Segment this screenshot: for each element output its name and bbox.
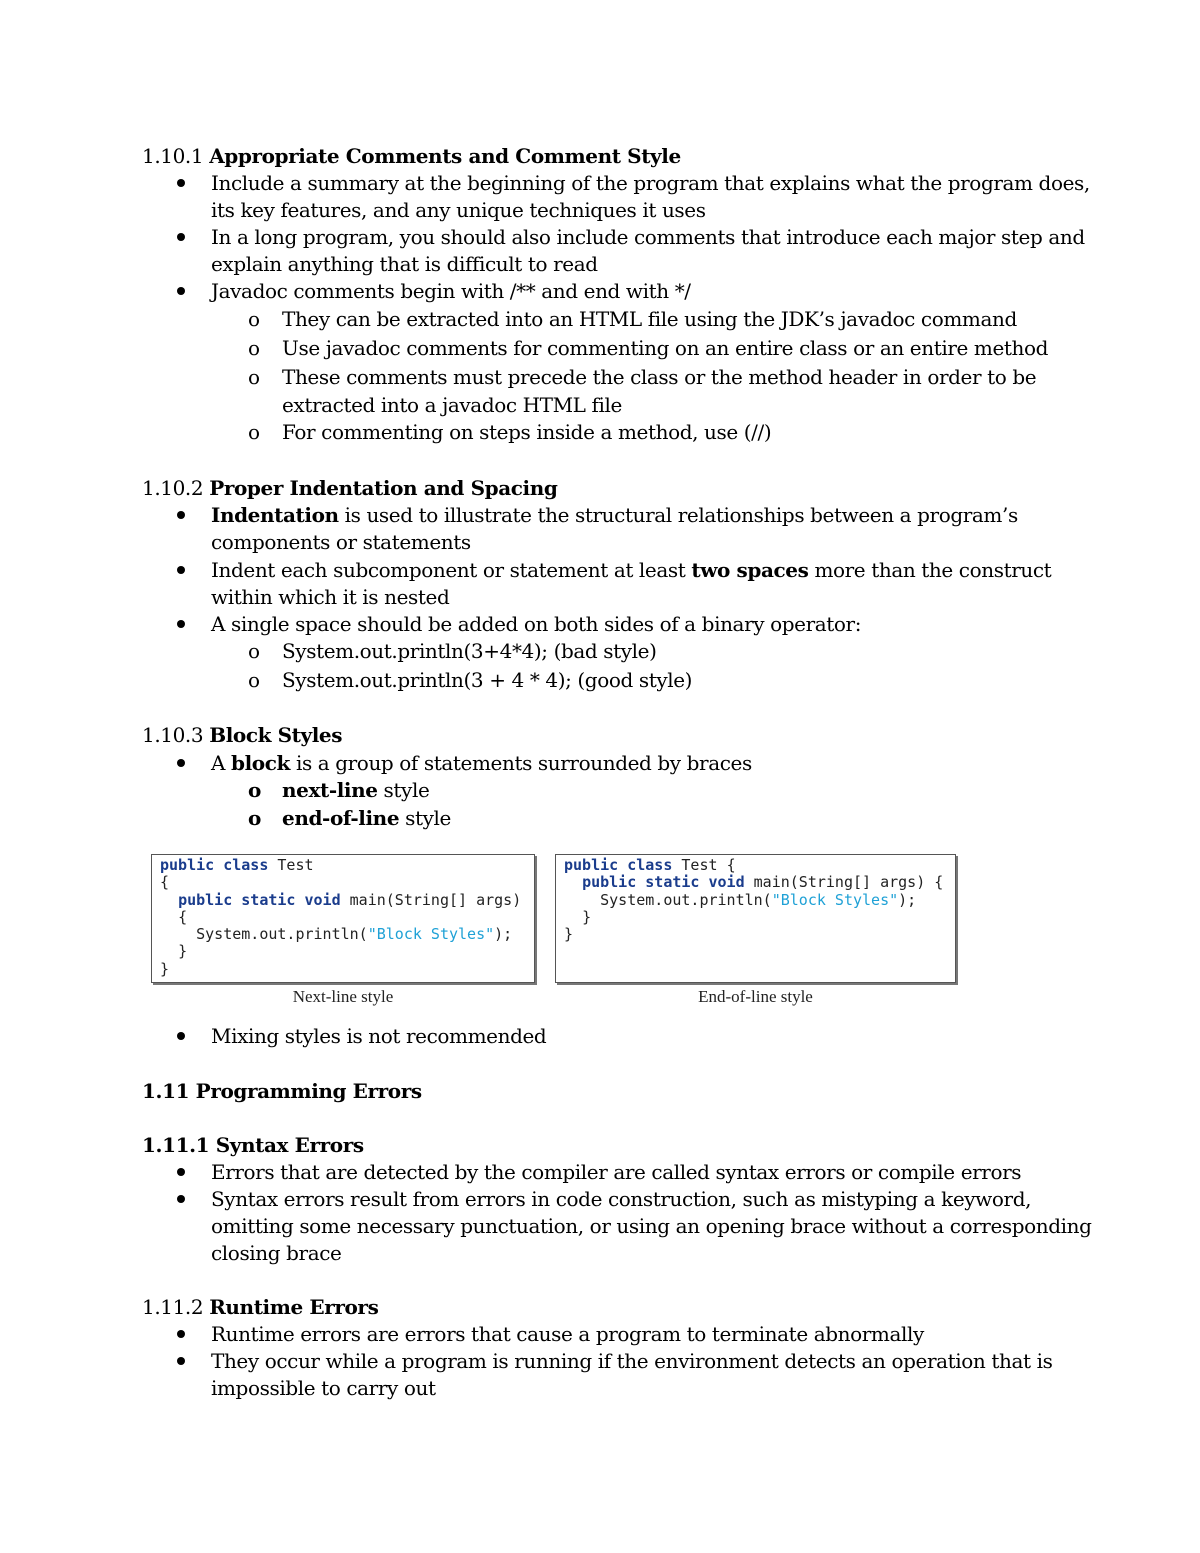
list-item-continuation: its key features, and any unique techniques it uses	[211, 198, 706, 222]
sub-bullet-icon: o	[248, 639, 261, 663]
item-text: style	[377, 778, 430, 802]
sub-list-item: System.out.println(3 + 4 * 4); (good style)	[282, 668, 693, 692]
code-keyword: public	[564, 856, 619, 874]
bullet-icon	[177, 1032, 185, 1040]
code-keyword: public	[178, 890, 233, 909]
heading-1-10-3	[142, 722, 342, 749]
bullet-icon	[177, 566, 185, 574]
code-text: }	[582, 907, 592, 926]
section-number: 1.11.2	[142, 1295, 204, 1319]
code-text: main(String[] args)	[349, 890, 522, 909]
sub-list-item: System.out.println(3+4*4); (bad style)	[282, 639, 657, 663]
bullet-icon	[177, 1330, 185, 1338]
list-item: Javadoc comments begin with /** and end with */	[211, 279, 691, 303]
list-item-continuation: omitting some necessary punctuation, or using an opening brace without a corresponding	[211, 1214, 1092, 1238]
heading-1-11-1: 1.11.1 Syntax Errors	[142, 1133, 364, 1157]
bold-term: next-line	[282, 778, 378, 802]
code-text: main(String[] args)	[753, 873, 926, 892]
bullet-icon	[177, 759, 185, 767]
list-item: Mixing styles is not recommended	[211, 1024, 547, 1048]
code-text: System.out.println(	[600, 890, 772, 909]
list-item-continuation: components or statements	[211, 530, 471, 554]
section-number: 1.10.1	[142, 144, 204, 168]
code-keyword: public	[582, 873, 637, 892]
list-item: Runtime errors are errors that cause a program to terminate abnormally	[211, 1322, 924, 1346]
list-item-continuation: closing brace	[211, 1241, 342, 1265]
code-text: }	[160, 959, 170, 978]
heading-1-10-1	[142, 143, 681, 170]
code-keyword: static	[241, 890, 296, 909]
list-item: Syntax errors result from errors in code construction, such as mistyping a keyword,	[211, 1187, 1032, 1211]
sub-list-item: For commenting on steps inside a method, use (//)	[282, 420, 772, 444]
list-item	[211, 557, 1051, 584]
item-text: style	[399, 806, 451, 830]
list-item: A single space should be added on both sides of a binary operator:	[211, 612, 862, 636]
item-text: is a group of statements surrounded by braces	[289, 751, 752, 775]
sub-list-item: Use javadoc comments for commenting on an entire class or an entire method	[282, 336, 1049, 360]
code-keyword: static	[645, 873, 700, 892]
heading-1-11-2	[142, 1294, 378, 1321]
section-title: Appropriate Comments and Comment Style	[209, 144, 681, 168]
code-text: {	[160, 873, 170, 892]
code-text: Test	[681, 856, 718, 874]
bold-term: block	[231, 751, 290, 775]
code-keyword: void	[708, 873, 745, 892]
sub-bullet-icon: o	[248, 806, 262, 830]
bullet-icon	[177, 1195, 185, 1203]
item-text: Indent each subcomponent or statement at least	[211, 558, 692, 582]
sub-bullet-icon: o	[248, 778, 262, 802]
code-keyword: void	[304, 890, 341, 909]
heading-1-11: 1.11 Programming Errors	[142, 1079, 422, 1103]
code-text: );	[494, 925, 513, 944]
code-text: Test	[277, 856, 314, 874]
section-title: Runtime Errors	[209, 1295, 379, 1319]
sub-bullet-icon: o	[248, 365, 261, 389]
bold-term: end-of-line	[282, 806, 400, 830]
sub-list-item: They can be extracted into an HTML file using the JDK’s javadoc command	[282, 307, 1017, 331]
code-text: }	[178, 942, 188, 961]
section-number: 1.10.3	[142, 723, 204, 747]
section-title: Block Styles	[209, 723, 343, 747]
section-title: Proper Indentation and Spacing	[209, 476, 558, 500]
bullet-icon	[177, 511, 185, 519]
sub-bullet-icon: o	[248, 307, 261, 331]
item-text: more than the construct	[808, 558, 1052, 582]
sub-list-item: These comments must precede the class or the method header in order to be	[282, 365, 1037, 389]
sub-list-item	[282, 805, 451, 832]
bullet-icon	[177, 620, 185, 628]
figure-caption: End-of-line style	[698, 987, 813, 1006]
bullet-icon	[177, 233, 185, 241]
code-text: {	[178, 907, 188, 926]
code-keyword: class	[223, 856, 269, 874]
list-item	[211, 750, 752, 777]
bullet-icon	[177, 287, 185, 295]
item-text: is used to illustrate the structural relationships between a program’s	[338, 503, 1018, 527]
code-text: {	[726, 856, 736, 874]
list-item-continuation: impossible to carry out	[211, 1376, 436, 1400]
bullet-icon	[177, 1168, 185, 1176]
code-keyword: class	[627, 856, 673, 874]
sub-bullet-icon: o	[248, 336, 261, 360]
sub-bullet-icon: o	[248, 420, 261, 444]
code-text: }	[564, 925, 574, 944]
bold-term: two spaces	[691, 558, 809, 582]
list-item: In a long program, you should also include comments that introduce each major step and	[211, 225, 1085, 249]
code-text: System.out.println(	[196, 925, 368, 944]
list-item	[211, 502, 1018, 529]
list-item: Include a summary at the beginning of the program that explains what the program does,	[211, 171, 1090, 195]
sub-list-item	[282, 777, 429, 804]
list-item: They occur while a program is running if the environment detects an operation that is	[211, 1349, 1053, 1373]
bold-term: Indentation	[211, 503, 339, 527]
section-number: 1.10.2	[142, 476, 204, 500]
code-text: );	[898, 890, 917, 909]
item-text: A	[211, 751, 232, 775]
code-keyword: public	[160, 856, 215, 874]
code-sample-end-of-line	[555, 854, 956, 983]
code-text: {	[934, 873, 944, 892]
figure-caption: Next-line style	[292, 987, 394, 1006]
bullet-icon	[177, 1357, 185, 1365]
sub-list-item-continuation: extracted into a javadoc HTML file	[282, 393, 622, 417]
code-sample-next-line	[151, 854, 535, 983]
bullet-icon	[177, 179, 185, 187]
code-string: "Block Styles"	[771, 890, 899, 909]
list-item-continuation: within which it is nested	[211, 585, 450, 609]
list-item-continuation: explain anything that is difficult to read	[211, 252, 598, 276]
code-string: "Block Styles"	[367, 925, 495, 944]
heading-1-10-2	[142, 475, 557, 502]
list-item: Errors that are detected by the compiler are called syntax errors or compile errors	[211, 1160, 1022, 1184]
sub-bullet-icon: o	[248, 668, 261, 692]
